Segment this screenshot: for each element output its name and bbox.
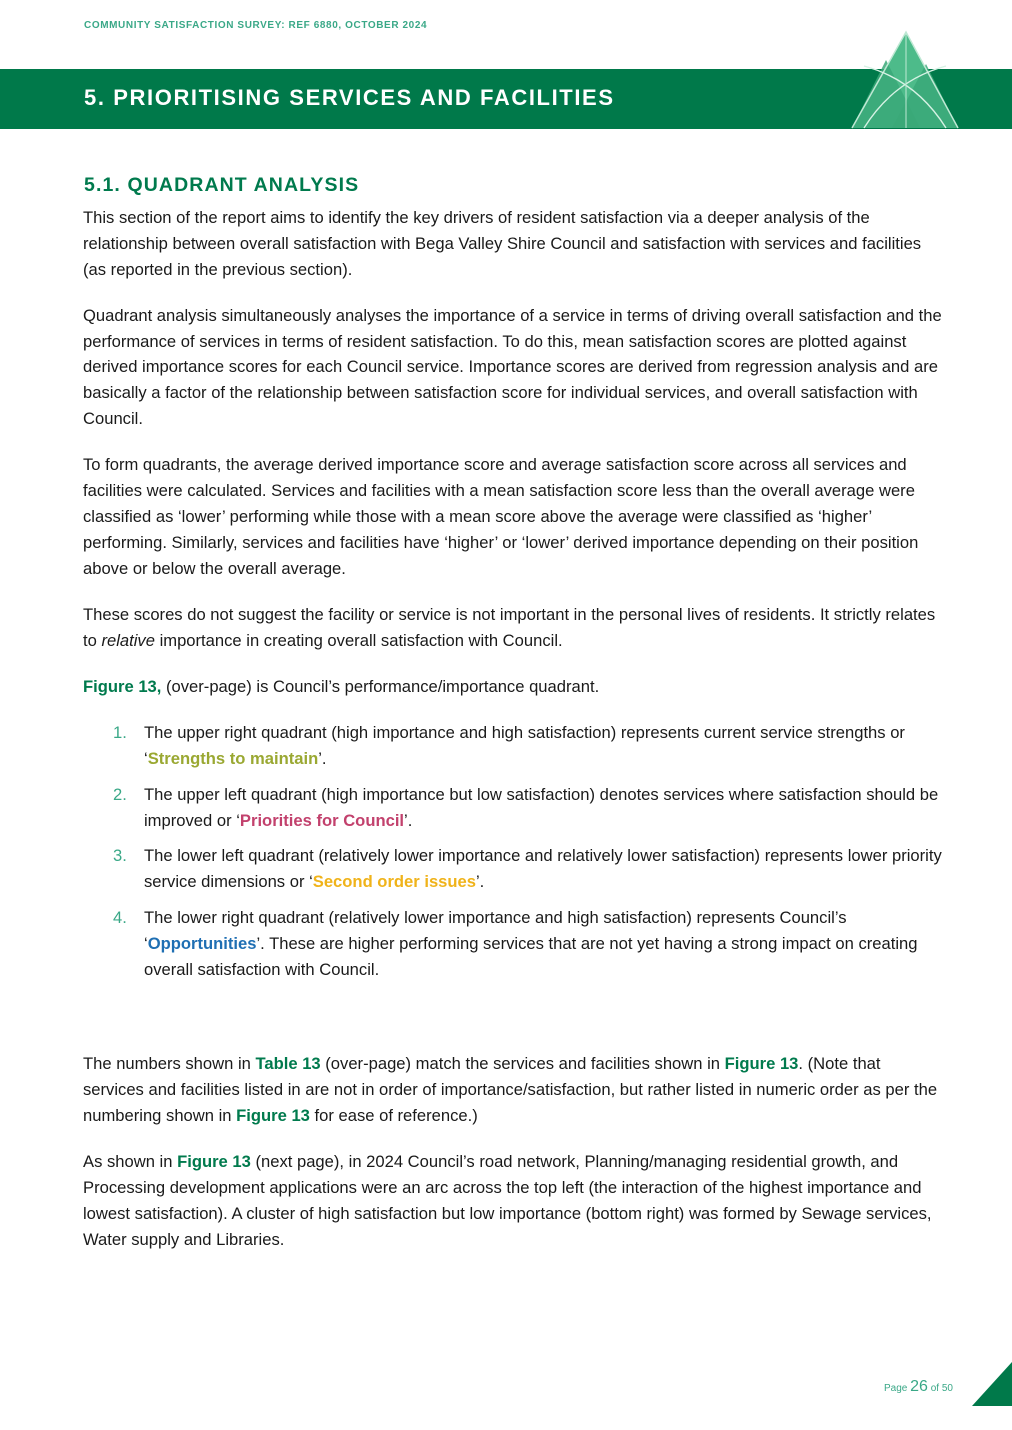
paragraph-text: As shown in	[83, 1152, 178, 1172]
list-text: The upper right quadrant (high importance and high satisfaction) represents current service strengths or ‘	[144, 723, 905, 769]
list-text: ’.	[476, 872, 485, 892]
paragraph-text: (over-page) is Council’s performance/importance quadrant.	[161, 676, 600, 696]
paragraph-text: (over-page) match the services and facilities shown in	[320, 1054, 725, 1074]
paragraph-text: for ease of reference.)	[309, 1106, 478, 1126]
paragraph-intro: This section of the report aims to identify the key drivers of resident satisfaction via a deeper analysis of the relationship between overall satisfaction with Bega Valley Shire Council and satisfaction with services and facilities (as reported in the previous section).	[83, 208, 922, 279]
paragraph-text: importance in creating overall satisfaction with Council.	[154, 630, 563, 650]
paragraph-figure-intro	[83, 674, 943, 700]
list-number: 4.	[113, 908, 127, 928]
quadrant-list	[83, 720, 943, 982]
paragraph-quadrants: To form quadrants, the average derived importance score and average satisfaction score across all services and facilities were calculated. Services and facilities with a mean satisfaction score less than the overall average were classified as ‘lower’ performing while those with a mean score above the average were classified as ‘higher’ performing. Similarly, services and facilities have ‘higher’ or ‘lower’ derived importance depending on their position above or below the overall average.	[83, 455, 919, 578]
page-number: 26	[910, 1378, 928, 1395]
table-13-link[interactable]: Table 13	[255, 1054, 321, 1074]
list-text: ’.	[318, 749, 327, 769]
list-text: The upper left quadrant (high importance but low satisfaction) denotes services where satisfaction should be improved or ‘	[144, 784, 939, 830]
page-footer	[884, 1378, 953, 1396]
section-heading: 5.1. QUADRANT ANALYSIS	[84, 174, 360, 196]
priorities-label: Priorities for Council	[239, 810, 405, 830]
list-item	[83, 905, 943, 982]
list-item	[83, 720, 943, 772]
list-text: ’. These are higher performing services that are not yet having a strong impact on creating overall satisfaction with Council.	[144, 933, 918, 979]
paragraph-text: . (Note that services and facilities listed in are not in order of importance/satisfaction, but rather listed in numeric order as per the numbering shown in	[83, 1054, 938, 1126]
list-text: ’.	[404, 810, 413, 830]
list-item	[83, 782, 943, 834]
list-number: 3.	[113, 846, 127, 866]
strengths-label: Strengths to maintain	[147, 749, 319, 769]
list-text: The lower right quadrant (relatively lower importance and high satisfaction) represents Council’s ‘	[144, 908, 847, 953]
peak-leaf-logo-icon	[846, 30, 962, 130]
list-item	[83, 843, 943, 895]
list-text: The lower left quadrant (relatively lower importance and relatively lower satisfaction) represents lower priority service dimensions or ‘	[144, 846, 942, 892]
paragraph-text: These scores do not suggest the facility or service is not important in the personal lives of residents. It strictly relates to	[83, 604, 936, 650]
page-suffix: of 50	[927, 1383, 953, 1394]
figure-13-link[interactable]: Figure 13	[236, 1106, 310, 1126]
figure-13-link[interactable]: Figure 13	[724, 1054, 799, 1074]
list-number: 1.	[113, 723, 127, 743]
figure-13-link[interactable]: Figure 13	[177, 1152, 251, 1172]
body-text	[83, 205, 943, 1273]
running-header: COMMUNITY SATISFACTION SURVEY: REF 6880, OCTOBER 2024	[84, 20, 428, 31]
emphasis-relative: relative	[101, 630, 155, 650]
paragraph-findings	[83, 1149, 943, 1252]
corner-accent-icon	[972, 1362, 1012, 1406]
paragraph-text: (next page), in 2024 Council’s road network, Planning/managing residential growth, and Processing development applications were an arc across the top left (the interaction of the highest importance and lowest satisfaction). A cluster of high satisfaction but low importance (bottom right) was formed by Sewage services, Water supply and Libraries.	[83, 1152, 932, 1249]
section-title: 5. PRIORITISING SERVICES AND FACILITIES	[84, 85, 615, 110]
figure-13-link[interactable]: Figure 13,	[83, 676, 162, 696]
paragraph-numbering-note	[83, 1051, 943, 1128]
opportunities-label: Opportunities	[147, 933, 257, 953]
paragraph-text: The numbers shown in	[83, 1054, 256, 1074]
page-prefix: Page	[884, 1383, 911, 1394]
paragraph-relative-importance	[83, 602, 943, 654]
paragraph-method: Quadrant analysis simultaneously analyses the importance of a service in terms of driving overall satisfaction and the performance of services in terms of resident satisfaction. To do this, mean satisfaction scores are plotted against derived importance scores for each Council service. Importance scores are derived from regression analysis and are basically a factor of the relationship between satisfaction score for individual services, and overall satisfaction with Council.	[83, 305, 942, 429]
list-number: 2.	[113, 784, 127, 804]
second-order-label: Second order issues	[312, 872, 476, 892]
